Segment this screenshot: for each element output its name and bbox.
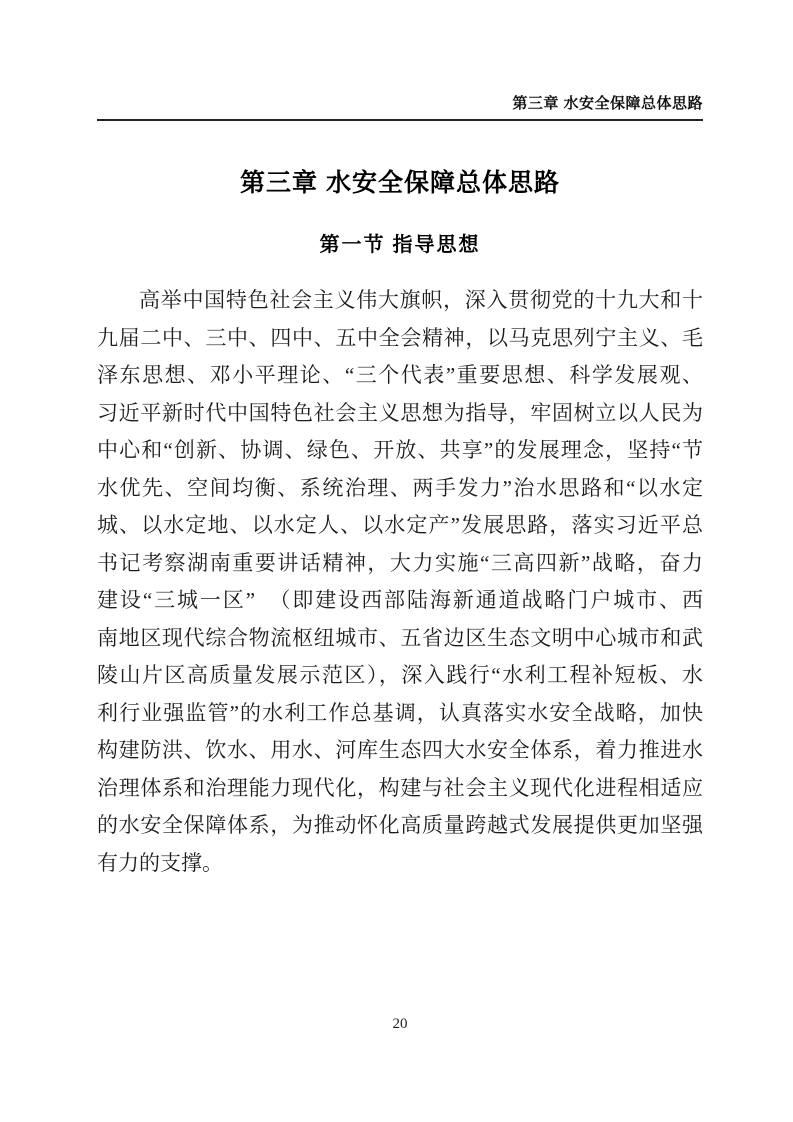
body-line: 利行业强监管”的水利工作总基调，认真落实水安全战略，加快 bbox=[97, 700, 703, 725]
body-line: 建设“三城一区” （即建设西部陆海新通道战略门户城市、西 bbox=[97, 588, 703, 612]
body-line: 水优先、空间均衡、系统治理、两手发力”治水思路和“以水定 bbox=[97, 475, 703, 500]
body-line: 书记考察湖南重要讲话精神，大力实施“三高四新”战略，奋力 bbox=[97, 550, 703, 575]
body-line: 的水安全保障体系，为推动怀化高质量跨越式发展提供更加坚强 bbox=[97, 813, 703, 837]
running-header: 第三章 水安全保障总体思路 bbox=[512, 95, 703, 112]
body-line: 陵山片区高质量发展示范区），深入践行“水利工程补短板、水 bbox=[97, 663, 703, 687]
page-number: 20 bbox=[392, 1016, 408, 1032]
body-line: 有力的支撑。 bbox=[97, 850, 223, 875]
header-rule bbox=[97, 119, 703, 121]
body-line: 构建防洪、饮水、用水、河库生态四大水安全体系，着力推进水 bbox=[97, 738, 703, 762]
body-paragraph bbox=[97, 282, 703, 882]
body-line: 泽东思想、邓小平理论、“三个代表”重要思想、科学发展观、 bbox=[97, 363, 703, 387]
body-line: 九届二中、三中、四中、五中全会精神，以马克思列宁主义、毛 bbox=[97, 325, 703, 350]
chapter-title: 第三章 水安全保障总体思路 bbox=[240, 169, 560, 197]
section-title: 第一节 指导思想 bbox=[319, 234, 481, 256]
body-line: 习近平新时代中国特色社会主义思想为指导，牢固树立以人民为 bbox=[97, 400, 703, 425]
body-line: 南地区现代综合物流枢纽城市、五省边区生态文明中心城市和武 bbox=[97, 625, 703, 650]
body-line: 高举中国特色社会主义伟大旗帜，深入贯彻党的十九大和十 bbox=[139, 288, 703, 312]
body-line: 城、以水定地、以水定人、以水定产”发展思路，落实习近平总 bbox=[97, 513, 703, 537]
body-line: 治理体系和治理能力现代化，构建与社会主义现代化进程相适应 bbox=[97, 775, 703, 800]
body-line: 中心和“创新、协调、绿色、开放、共享”的发展理念，坚持“节 bbox=[97, 438, 703, 462]
